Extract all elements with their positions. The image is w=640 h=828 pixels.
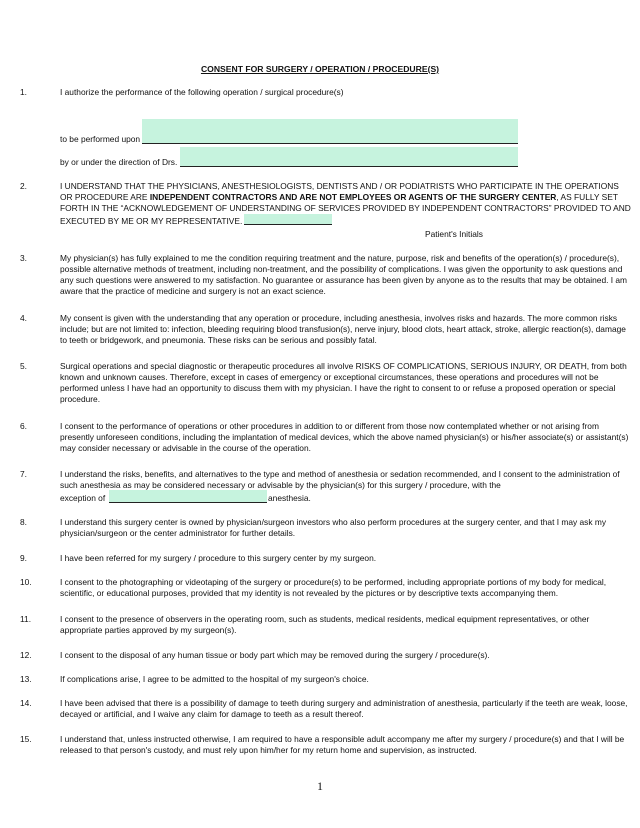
item-text: My consent is given with the understanding that any operation or procedure, including anesthesia, involves risks and hazards. The more common risks include; but are not limited to: infection, bleeding requiring blood transfusion(s), nerve injury, blood clots, heart attack, stroke, allergic reaction(s), damage to teeth or bridgework, and pneumonia. These risks can be serious and possibly fatal. bbox=[60, 313, 626, 345]
item-text: My physician(s) has fully explained to me the condition requiring treatment and the nature, purpose, risk and benefits of the operation(s) / procedure(s), possible alternative methods of treatment, including non-treatment, and the possibility of complications. I was given the opportunity to ask questions and any such questions were answered to my satisfaction. No guarantee or assurance has been given by anyone as to the results that may be obtained. I am aware that the practice of medicine and surgery is not an exact science. bbox=[60, 253, 628, 296]
item-text: If complications arise, I agree to be admitted to the hospital of my surgeon's choice. bbox=[60, 674, 369, 684]
anesthesia-exception-input[interactable] bbox=[109, 490, 267, 502]
item-number: 8. bbox=[20, 517, 27, 527]
item-text: Surgical operations and special diagnostic or therapeutic procedures all involve RISKS OF COMPLICATIONS, SERIOUS INJURY, OR DEATH, from both known and unknown causes. Therefore, except in cases of emergency or exceptional circumstances, these operations and procedures will not be performed unless I have had an opportunity to discuss them with my physician. I have the right to consent to or refuse a proposed operation or special procedure. bbox=[60, 361, 627, 404]
item-number: 11. bbox=[20, 614, 32, 624]
item-text: I have been referred for my surgery / procedure to this surgery center by my surgeon. bbox=[60, 553, 377, 563]
independent-contractors-bold: INDEPENDENT CONTRACTORS AND ARE NOT EMPLOYEES OR AGENTS OF THE SURGERY CENTER bbox=[149, 192, 557, 202]
patient-initials-input[interactable] bbox=[244, 214, 332, 225]
item-text: I understand the risks, benefits, and alternatives to the type and method of anesthesia or sedation recommended, and I consent to the administration of such anesthesia as may be considered necessary or advisable by the physician(s) for this surgery / procedure, with the bbox=[60, 469, 620, 490]
item-text: I consent to the presence of observers in the operating room, such as students, medical residents, medical equipment representatives, or other appropriate parties approved by my surgeon(s). bbox=[60, 614, 590, 635]
anesthesia-suffix: anesthesia. bbox=[268, 493, 311, 503]
doctors-input[interactable] bbox=[180, 147, 518, 166]
doctors-underline bbox=[180, 166, 518, 167]
item-number: 1. bbox=[20, 87, 27, 97]
item-number: 7. bbox=[20, 469, 27, 479]
item-number: 3. bbox=[20, 253, 27, 263]
direction-of-drs-label: by or under the direction of Drs. bbox=[60, 157, 178, 167]
item-number: 12. bbox=[20, 650, 32, 660]
page-number: 1 bbox=[317, 779, 323, 793]
item-text: I have been advised that there is a possibility of damage to teeth during surgery and administration of anesthesia, particularly if the teeth are weak, loose, decayed or artificial, and I waive any claim for damage to teeth as a result thereof. bbox=[60, 698, 628, 719]
item-text: I understand that, unless instructed otherwise, I am required to have a responsible adult accompany me after my surgery / procedure(s) and that I will be released to that person's custody, and must rely upon him/her for my return home and supervision, as instructed. bbox=[60, 734, 625, 755]
item-7 bbox=[20, 469, 620, 505]
item-number: 4. bbox=[20, 313, 27, 323]
item-number: 14. bbox=[20, 698, 32, 708]
item-1 bbox=[20, 87, 620, 177]
exception-label: exception of bbox=[60, 493, 106, 503]
item-number: 13. bbox=[20, 674, 32, 684]
item-text: I consent to the photographing or videotaping of the surgery or procedure(s) to be performed, including appropriate portions of my body for medical, scientific, or educational purposes, provided that my identity is not revealed by the pictures or by descriptive texts accompanying them. bbox=[60, 577, 607, 598]
item-number: 15. bbox=[20, 734, 32, 744]
item-number: 9. bbox=[20, 553, 27, 563]
performed-upon-label: to be performed upon bbox=[60, 134, 141, 144]
item-number: 10. bbox=[20, 577, 32, 587]
independent-contractors-text: I UNDERSTAND THAT THE PHYSICIANS, ANESTHESIOLOGISTS, DENTISTS AND / OR PODIATRISTS WHO PARTICIPATE IN THE OPERATIONS OR PROCEDURE ARE bbox=[60, 181, 619, 202]
item-2 bbox=[20, 181, 631, 241]
item-text bbox=[60, 181, 632, 227]
patient-initials-label: Patient's Initials bbox=[425, 229, 483, 239]
acknowledgement-text: , AS FULLY SET FORTH IN THE “ACKNOWLEDGEMENT OF UNDERSTANDING OF SERVICES PROVIDED BY INDEPENDENT CONTRACTORS” PROVIDED TO AND EXECUTED BY ME OR MY REPRESENTATIVE. bbox=[60, 192, 631, 226]
item-text: I understand this surgery center is owned by physician/surgeon investors who also perform procedures at the surgery center, and that I may ask my physician/surgeon or the center administrator for further details. bbox=[60, 517, 607, 538]
form-title: CONSENT FOR SURGERY / OPERATION / PROCEDURE(S) bbox=[200, 64, 440, 74]
anesthesia-exception-underline bbox=[109, 502, 267, 503]
item-text: I consent to the performance of operations or other procedures in addition to or different from those now contemplated whether or not arising from presently unforeseen conditions, including the implantation of medical devices, which the above named physician(s) or his/her associate(s) or assistant(s) may consider necessary or advisable in the course of the operation. bbox=[60, 421, 629, 453]
item-text: I consent to the disposal of any human tissue or body part which may be removed during the surgery / procedure(s). bbox=[60, 650, 490, 660]
item-text: I authorize the performance of the following operation / surgical procedure(s) bbox=[60, 87, 344, 97]
item-number: 6. bbox=[20, 421, 27, 431]
item-number: 2. bbox=[20, 181, 27, 191]
procedure-underline bbox=[142, 143, 518, 144]
item-number: 5. bbox=[20, 361, 27, 371]
procedure-input[interactable] bbox=[142, 119, 518, 143]
